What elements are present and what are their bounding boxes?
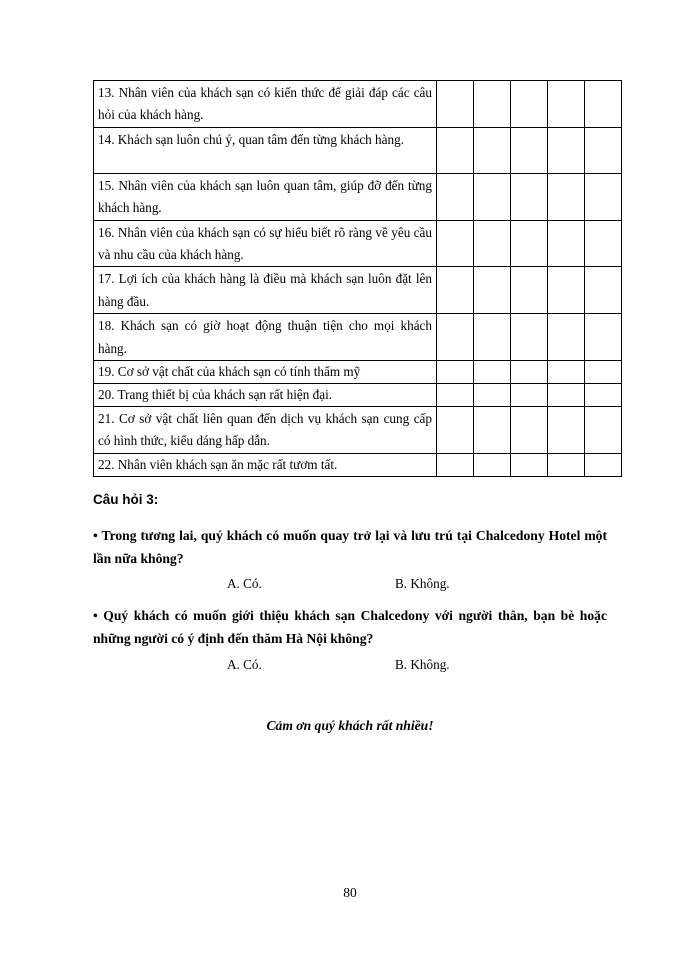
rating-box-5[interactable] xyxy=(585,267,622,314)
rating-box-1[interactable] xyxy=(437,127,474,173)
rating-box-4[interactable] xyxy=(548,173,585,220)
rating-box-2[interactable] xyxy=(474,173,511,220)
rating-box-3[interactable] xyxy=(511,220,548,267)
statement-20: 20. Trang thiết bị của khách sạn rất hiện đại. xyxy=(94,384,437,407)
table-row xyxy=(94,267,622,314)
rating-box-5[interactable] xyxy=(585,407,622,454)
rating-box-4[interactable] xyxy=(548,81,585,128)
rating-box-3[interactable] xyxy=(511,453,548,476)
statement-22: 22. Nhân viên khách sạn ăn mặc rất tươm tất. xyxy=(94,453,437,476)
rating-box-5[interactable] xyxy=(585,384,622,407)
statement-13: 13. Nhân viên của khách sạn có kiến thức để giải đáp các câu hỏi của khách hàng. xyxy=(94,81,437,128)
table-row xyxy=(94,173,622,220)
rating-box-1[interactable] xyxy=(437,361,474,384)
rating-box-3[interactable] xyxy=(511,267,548,314)
rating-box-5[interactable] xyxy=(585,314,622,361)
rating-box-1[interactable] xyxy=(437,384,474,407)
rating-box-1[interactable] xyxy=(437,81,474,128)
question-recommend: • Quý khách có muốn giới thiệu khách sạn Chalcedony với người thân, bạn bè hoặc những người có ý định đến thăm Hà Nội không? xyxy=(93,608,607,646)
rating-box-5[interactable] xyxy=(585,81,622,128)
rating-box-3[interactable] xyxy=(511,173,548,220)
rating-box-4[interactable] xyxy=(548,361,585,384)
statement-17: 17. Lợi ích của khách hàng là điều mà khách sạn luôn đặt lên hàng đầu. xyxy=(94,267,437,314)
thank-you-note: Cảm ơn quý khách rất nhiều! xyxy=(266,718,434,733)
rating-box-5[interactable] xyxy=(585,220,622,267)
rating-box-2[interactable] xyxy=(474,453,511,476)
rating-box-5[interactable] xyxy=(585,361,622,384)
option-yes[interactable]: A. Có. xyxy=(227,576,262,591)
statement-19: 19. Cơ sở vật chất của khách sạn có tính thẩm mỹ xyxy=(94,361,437,384)
table-row xyxy=(94,314,622,361)
rating-box-3[interactable] xyxy=(511,314,548,361)
rating-box-3[interactable] xyxy=(511,384,548,407)
statement-14: 14. Khách sạn luôn chú ý, quan tâm đến từng khách hàng. xyxy=(94,127,437,173)
rating-box-3[interactable] xyxy=(511,127,548,173)
rating-box-4[interactable] xyxy=(548,407,585,454)
rating-box-2[interactable] xyxy=(474,220,511,267)
rating-box-1[interactable] xyxy=(437,220,474,267)
rating-box-3[interactable] xyxy=(511,361,548,384)
rating-box-1[interactable] xyxy=(437,314,474,361)
rating-box-1[interactable] xyxy=(437,267,474,314)
rating-box-1[interactable] xyxy=(437,453,474,476)
table-row xyxy=(94,81,622,128)
rating-box-3[interactable] xyxy=(511,81,548,128)
option-yes[interactable]: A. Có. xyxy=(227,657,262,672)
rating-box-3[interactable] xyxy=(511,407,548,454)
rating-box-4[interactable] xyxy=(548,453,585,476)
option-no[interactable]: B. Không. xyxy=(395,657,450,672)
table-row xyxy=(94,127,622,173)
table-row xyxy=(94,220,622,267)
option-no[interactable]: B. Không. xyxy=(395,576,450,591)
table-row xyxy=(94,453,622,476)
rating-box-2[interactable] xyxy=(474,361,511,384)
rating-box-1[interactable] xyxy=(437,407,474,454)
rating-box-1[interactable] xyxy=(437,173,474,220)
rating-box-4[interactable] xyxy=(548,384,585,407)
rating-box-2[interactable] xyxy=(474,407,511,454)
page-number: 80 xyxy=(343,885,357,900)
statement-15: 15. Nhân viên của khách sạn luôn quan tâm, giúp đỡ đến từng khách hàng. xyxy=(94,173,437,220)
table-row xyxy=(94,384,622,407)
rating-box-2[interactable] xyxy=(474,267,511,314)
rating-box-4[interactable] xyxy=(548,267,585,314)
question-3-title: Câu hỏi 3: xyxy=(93,492,159,507)
statement-18: 18. Khách sạn có giờ hoạt động thuận tiện cho mọi khách hàng. xyxy=(94,314,437,361)
survey-table xyxy=(93,80,622,477)
rating-box-4[interactable] xyxy=(548,127,585,173)
rating-box-5[interactable] xyxy=(585,127,622,173)
rating-box-5[interactable] xyxy=(585,173,622,220)
rating-box-2[interactable] xyxy=(474,81,511,128)
rating-box-4[interactable] xyxy=(548,220,585,267)
question-return-stay: • Trong tương lai, quý khách có muốn quay trở lại và lưu trú tại Chalcedony Hotel một lần nữa không? xyxy=(93,528,607,566)
rating-box-2[interactable] xyxy=(474,127,511,173)
rating-box-2[interactable] xyxy=(474,314,511,361)
rating-box-2[interactable] xyxy=(474,384,511,407)
statement-21: 21. Cơ sở vật chất liên quan đến dịch vụ khách sạn cung cấp có hình thức, kiểu dáng hấp dẫn. xyxy=(94,407,437,454)
statement-16: 16. Nhân viên của khách sạn có sự hiểu biết rõ ràng về yêu cầu và nhu cầu của khách hàng. xyxy=(94,220,437,267)
table-row xyxy=(94,407,622,454)
table-row xyxy=(94,361,622,384)
rating-box-5[interactable] xyxy=(585,453,622,476)
rating-box-4[interactable] xyxy=(548,314,585,361)
